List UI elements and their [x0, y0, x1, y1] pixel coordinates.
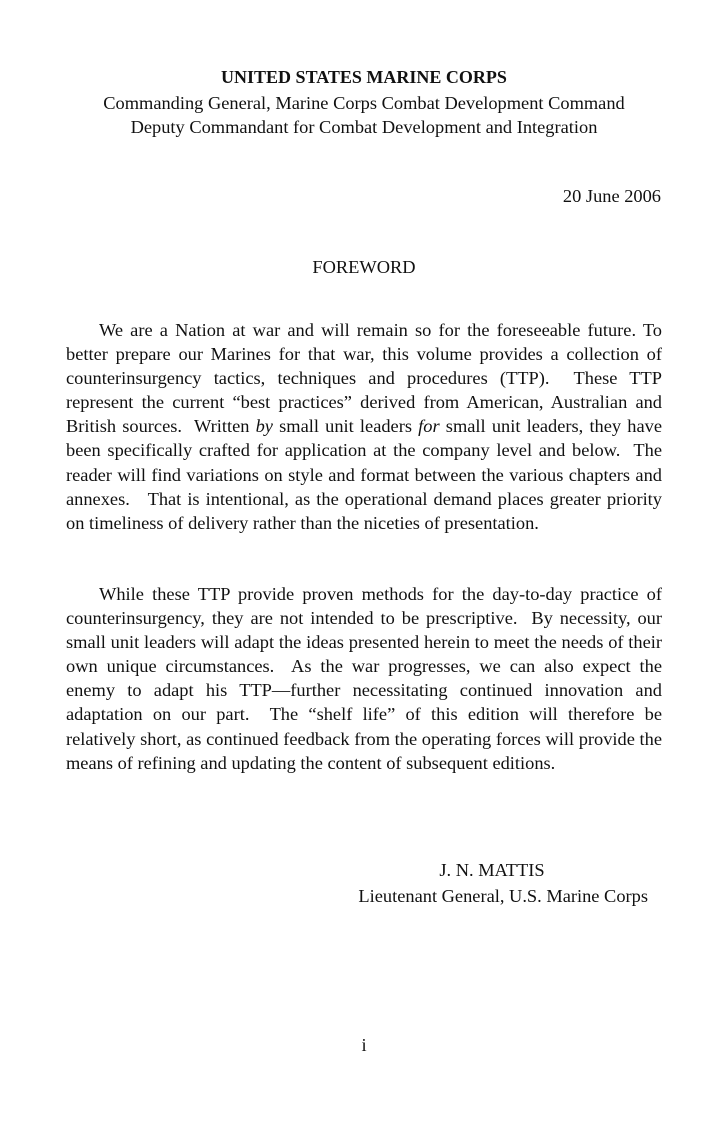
signatory-title: Lieutenant General, U.S. Marine Corps	[358, 886, 648, 906]
paragraph-1-text-c: small unit leaders, they have been specifically crafted for application at the company level and below. The reader will find variations on style and format between the various chapters and annexes. That is intentional, as the operational demand places greater priority on timeliness of delivery rather than the niceties of presentation.	[66, 416, 662, 533]
signatory-name: J. N. MATTIS	[439, 860, 545, 880]
command-line: Commanding General, Marine Corps Combat Development Command	[103, 93, 625, 113]
page-number: i	[361, 1035, 367, 1055]
emphasis-by: by	[255, 416, 273, 437]
foreword-paragraph-2: While these TTP provide proven methods for the day-to-day practice of counterinsurgency, they are not intended to be prescriptive. By necessity, our small unit leaders will adapt the ideas presented herein to meet the needs of their own unique circumstances. As the war progresses, we can also expect the enemy to adapt his TTP—further necessitating continued innovation and adaptation on our part. The “shelf life” of this edition will therefore be relatively short, as continued feedback from the operating forces will provide the means of refining and updating the content of subsequent editions.	[66, 584, 662, 773]
paragraph-1-text-a: We are a Nation at war and will remain so for the foreseeable future. To better prepare our Marines for that war, this volume provides a collection of counterinsurgency tactics, techniques and procedures (TTP). These TTP represent the current “best practices” derived from American, Australian and British sources. Written	[66, 320, 662, 437]
document-date: 20 June 2006	[562, 186, 661, 206]
organization-heading: UNITED STATES MARINE CORPS	[221, 67, 507, 87]
deputy-commandant-line: Deputy Commandant for Combat Development and Integration	[130, 117, 598, 137]
signature-block	[332, 858, 648, 908]
emphasis-for: for	[418, 416, 440, 437]
foreword-paragraph-1	[66, 318, 662, 535]
paragraph-1-text-b: small unit leaders	[272, 416, 419, 437]
page-title: FOREWORD	[312, 257, 416, 277]
